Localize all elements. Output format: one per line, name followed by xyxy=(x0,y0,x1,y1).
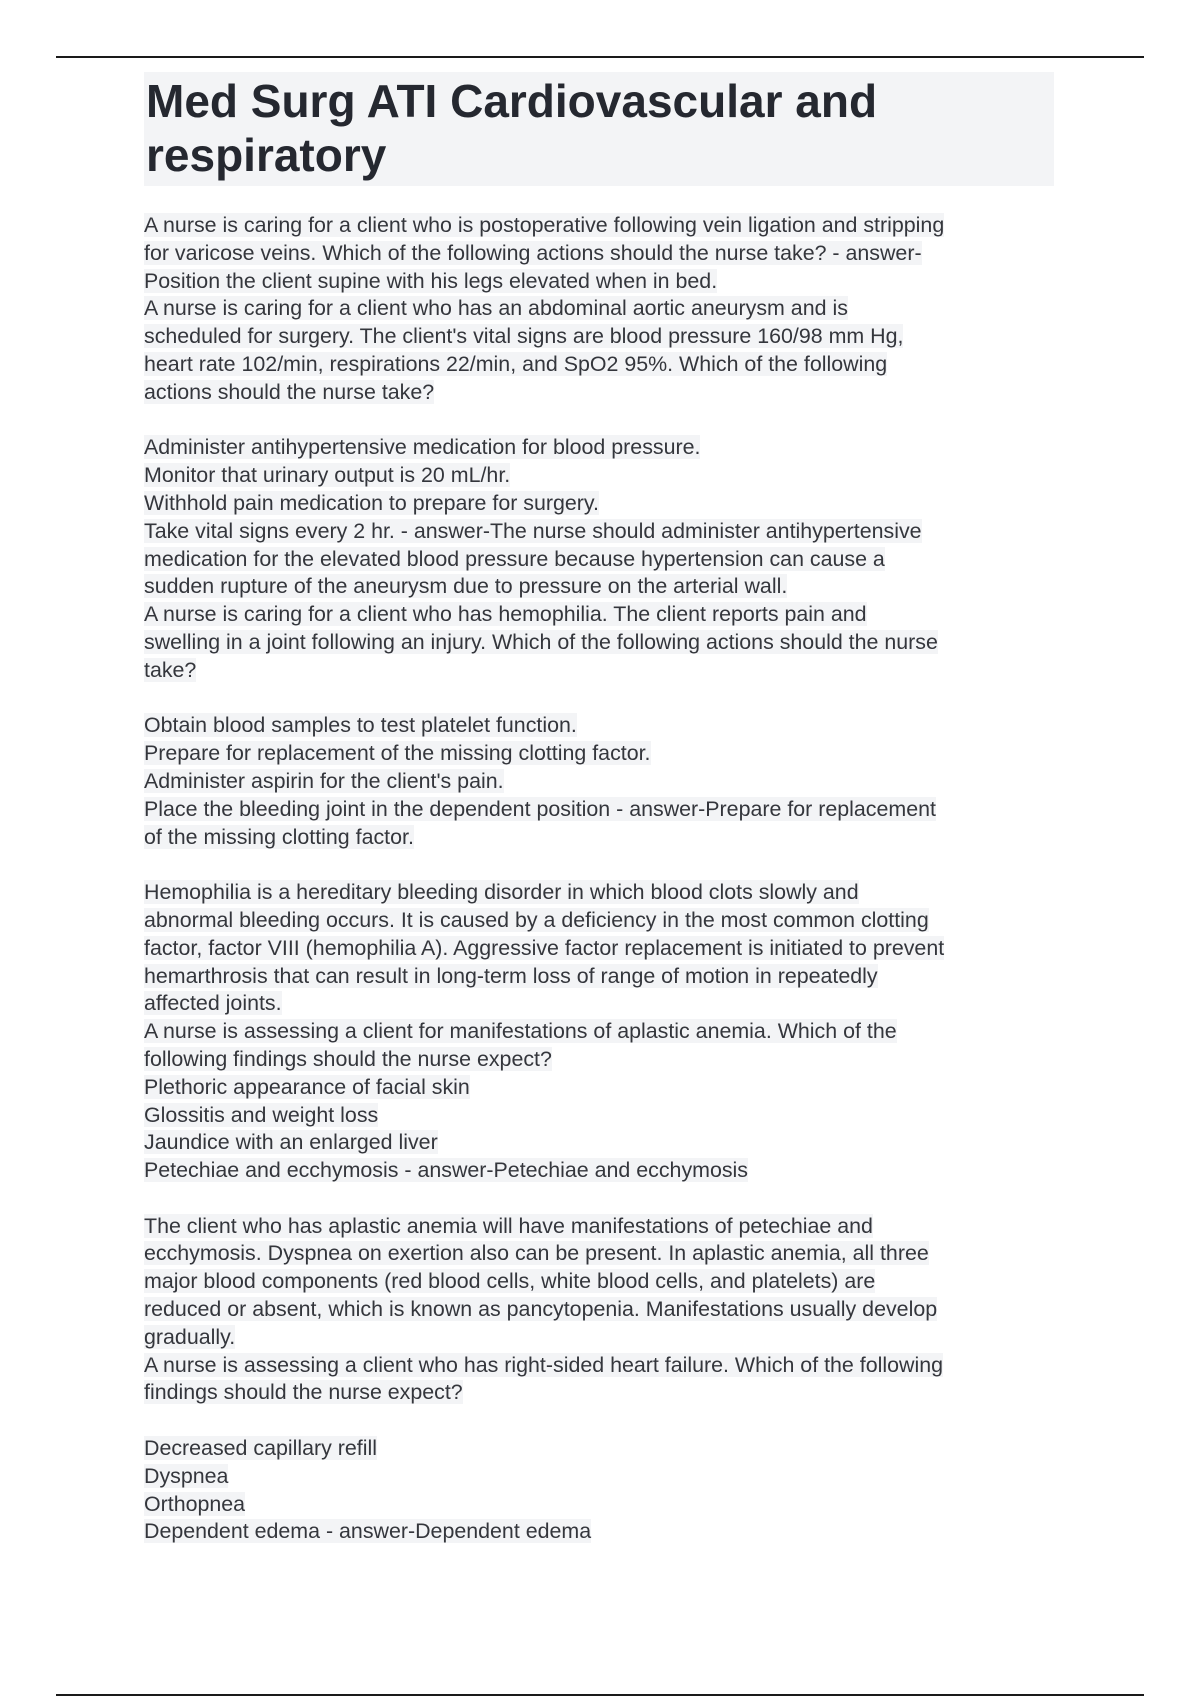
text-line-content: findings should the nurse expect? xyxy=(144,1380,463,1405)
text-line-content: gradually. xyxy=(144,1324,236,1349)
text-line xyxy=(144,1463,1054,1491)
text-line xyxy=(144,740,1054,768)
text-line xyxy=(144,1435,1054,1463)
text-line-content: Administer aspirin for the client's pain. xyxy=(144,768,504,793)
title-line-1: Med Surg ATI Cardiovascular and xyxy=(146,75,878,127)
text-line xyxy=(144,1018,1054,1046)
text-line-content: Position the client supine with his legs elevated when in bed. xyxy=(144,268,718,293)
text-line-content: abnormal bleeding occurs. It is caused by a deficiency in the most common clotting xyxy=(144,907,929,932)
text-line-content: medication for the elevated blood pressure because hypertension can cause a xyxy=(144,546,885,571)
text-line-content: major blood components (red blood cells, white blood cells, and platelets) are xyxy=(144,1269,876,1294)
text-line-content: Orthopnea xyxy=(144,1491,246,1516)
text-line xyxy=(144,657,1054,685)
text-line-content: A nurse is assessing a client who has right-sided heart failure. Which of the following xyxy=(144,1352,943,1377)
text-line xyxy=(144,434,1054,462)
text-line-content: A nurse is assessing a client for manifestations of aplastic anemia. Which of the xyxy=(144,1019,897,1044)
document-title xyxy=(144,72,1054,186)
paragraph-gap xyxy=(144,1185,1054,1213)
text-line-content: Decreased capillary refill xyxy=(144,1436,378,1461)
text-line-content: The client who has aplastic anemia will have manifestations of petechiae and xyxy=(144,1213,873,1238)
text-line xyxy=(144,1240,1054,1268)
text-line-content: Plethoric appearance of facial skin xyxy=(144,1074,470,1099)
text-line-content: A nurse is caring for a client who is postoperative following vein ligation and stripping xyxy=(144,213,945,237)
text-line-content: hemarthrosis that can result in long-term loss of range of motion in repeatedly xyxy=(144,963,878,988)
text-line xyxy=(144,1157,1054,1185)
text-line-content: Dyspnea xyxy=(144,1463,229,1488)
document-content xyxy=(144,72,1054,1546)
text-line xyxy=(144,1102,1054,1130)
text-line-content: reduced or absent, which is known as pancytopenia. Manifestations usually develop xyxy=(144,1297,938,1322)
text-line xyxy=(144,824,1054,852)
text-line xyxy=(144,1324,1054,1352)
text-line-content: Petechiae and ecchymosis - answer-Petechiae and ecchymosis xyxy=(144,1158,748,1183)
text-line xyxy=(144,712,1054,740)
text-line xyxy=(144,1296,1054,1324)
text-line-content: take? xyxy=(144,657,197,682)
text-line-content: heart rate 102/min, respirations 22/min, and SpO2 95%. Which of the following xyxy=(144,351,888,376)
text-line-content: of the missing clotting factor. xyxy=(144,824,414,849)
text-line xyxy=(144,573,1054,601)
text-line xyxy=(144,1491,1054,1519)
text-line xyxy=(144,935,1054,963)
text-line xyxy=(144,1213,1054,1241)
text-line-content: actions should the nurse take? xyxy=(144,379,435,404)
text-line xyxy=(144,379,1054,407)
text-line-content: Prepare for replacement of the missing clotting factor. xyxy=(144,741,651,766)
text-line xyxy=(144,629,1054,657)
text-line-content: sudden rupture of the aneurysm due to pressure on the arterial wall. xyxy=(144,574,788,599)
paragraph-gap xyxy=(144,685,1054,713)
text-line-content: A nurse is caring for a client who has an abdominal aortic aneurysm and is xyxy=(144,296,848,321)
title-line-2: respiratory xyxy=(146,129,387,181)
paragraph-gap xyxy=(144,851,1054,879)
text-line xyxy=(144,990,1054,1018)
text-line xyxy=(144,295,1054,323)
text-line xyxy=(144,1129,1054,1157)
text-line xyxy=(144,768,1054,796)
text-line-content: Jaundice with an enlarged liver xyxy=(144,1130,438,1155)
text-line xyxy=(144,462,1054,490)
text-line xyxy=(144,490,1054,518)
text-line xyxy=(144,518,1054,546)
document-body xyxy=(144,212,1054,1546)
text-line-content: Obtain blood samples to test platelet function. xyxy=(144,713,577,738)
text-line-content: scheduled for surgery. The client's vital signs are blood pressure 160/98 mm Hg, xyxy=(144,324,904,349)
text-line-content: swelling in a joint following an injury. Which of the following actions should the nurse xyxy=(144,629,938,654)
text-line-content: Administer antihypertensive medication for blood pressure. xyxy=(144,435,701,460)
text-line xyxy=(144,546,1054,574)
top-rule xyxy=(56,56,1144,58)
text-line-content: ecchymosis. Dyspnea on exertion also can be present. In aplastic anemia, all three xyxy=(144,1241,929,1266)
text-line-content: A nurse is caring for a client who has hemophilia. The client reports pain and xyxy=(144,602,867,627)
text-line xyxy=(144,601,1054,629)
text-line-content: Place the bleeding joint in the dependent position - answer-Prepare for replacement xyxy=(144,796,936,821)
text-line xyxy=(144,1352,1054,1380)
text-line xyxy=(144,268,1054,296)
text-line xyxy=(144,1046,1054,1074)
paragraph-gap xyxy=(144,407,1054,435)
text-line-content: affected joints. xyxy=(144,991,282,1016)
text-line xyxy=(144,907,1054,935)
text-line xyxy=(144,240,1054,268)
text-line xyxy=(144,796,1054,824)
text-line-content: Withhold pain medication to prepare for surgery. xyxy=(144,490,599,515)
text-line-content: Take vital signs every 2 hr. - answer-The nurse should administer antihypertensive xyxy=(144,518,922,543)
bottom-rule xyxy=(56,1694,1144,1696)
text-line xyxy=(144,351,1054,379)
text-line-content: following findings should the nurse expect? xyxy=(144,1046,552,1071)
text-line-content: Dependent edema - answer-Dependent edema xyxy=(144,1519,592,1544)
text-line xyxy=(144,1268,1054,1296)
text-line-content: Hemophilia is a hereditary bleeding disorder in which blood clots slowly and xyxy=(144,880,859,905)
text-line xyxy=(144,1518,1054,1546)
paragraph-gap xyxy=(144,1407,1054,1435)
text-line xyxy=(144,1074,1054,1102)
text-line xyxy=(144,879,1054,907)
text-line xyxy=(144,323,1054,351)
text-line-content: Monitor that urinary output is 20 mL/hr. xyxy=(144,463,511,488)
text-line-content: for varicose veins. Which of the following actions should the nurse take? - answer- xyxy=(144,240,922,265)
text-line xyxy=(144,963,1054,991)
text-line xyxy=(144,1379,1054,1407)
text-line-content: Glossitis and weight loss xyxy=(144,1102,379,1127)
text-line xyxy=(144,212,1054,240)
text-line-content: factor, factor VIII (hemophilia A). Aggressive factor replacement is initiated to prevent xyxy=(144,935,945,960)
